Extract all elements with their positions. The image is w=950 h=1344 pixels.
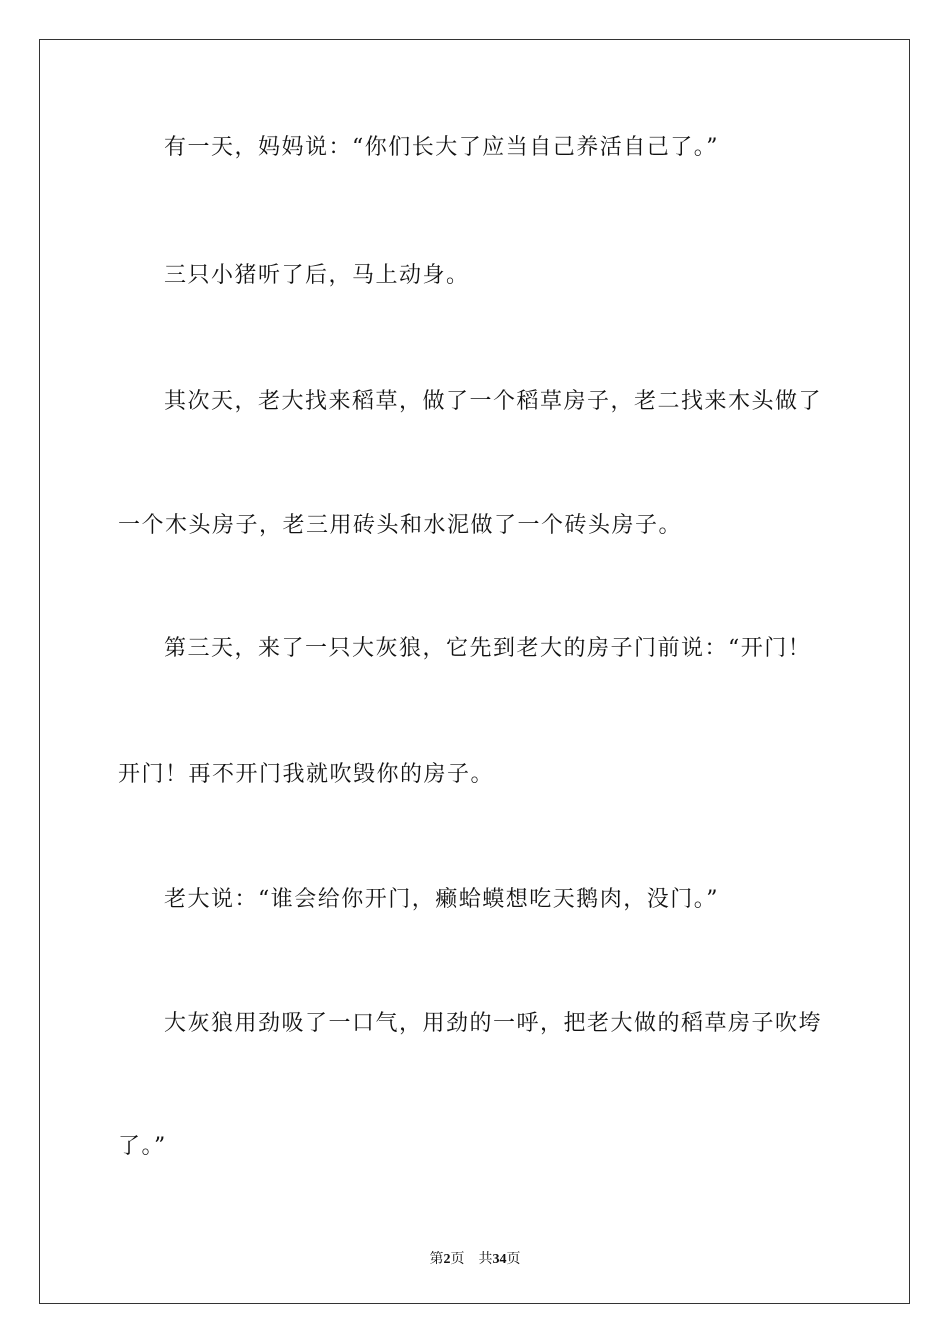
paragraph-line-8: 大灰狼用劲吸了一口气，用劲的一呼，把老大做的稻草房子吹垮 <box>164 1011 823 1036</box>
paragraph-line-3: 其次天，老大找来稻草，做了一个稻草房子，老二找来木头做了 <box>164 389 823 414</box>
page-footer <box>0 1248 950 1268</box>
paragraph-line-7: 老大说：“谁会给你开门，癞蛤蟆想吃天鹅肉，没门。” <box>164 887 719 912</box>
paragraph-line-1: 有一天，妈妈说：“你们长大了应当自己养活自己了。” <box>164 135 719 160</box>
paragraph-line-2: 三只小猪听了后，马上动身。 <box>164 263 470 288</box>
paragraph-line-4: 一个木头房子，老三用砖头和水泥做了一个砖头房子。 <box>118 513 683 538</box>
paragraph-line-5: 第三天，来了一只大灰狼，它先到老大的房子门前说：“开门！ <box>164 636 812 661</box>
footer-page-number: 2 <box>443 1252 451 1267</box>
paragraph-line-9: 了。” <box>118 1134 167 1159</box>
footer-page-suffix: 页 <box>450 1252 465 1267</box>
page-border <box>39 39 910 1304</box>
footer-total-pages: 34 <box>492 1252 507 1267</box>
footer-total-prefix: 共 <box>478 1252 493 1267</box>
footer-total-suffix: 页 <box>506 1252 521 1267</box>
paragraph-line-6: 开门！再不开门我就吹毁你的房子。 <box>118 762 495 787</box>
footer-page-prefix: 第 <box>429 1252 444 1267</box>
